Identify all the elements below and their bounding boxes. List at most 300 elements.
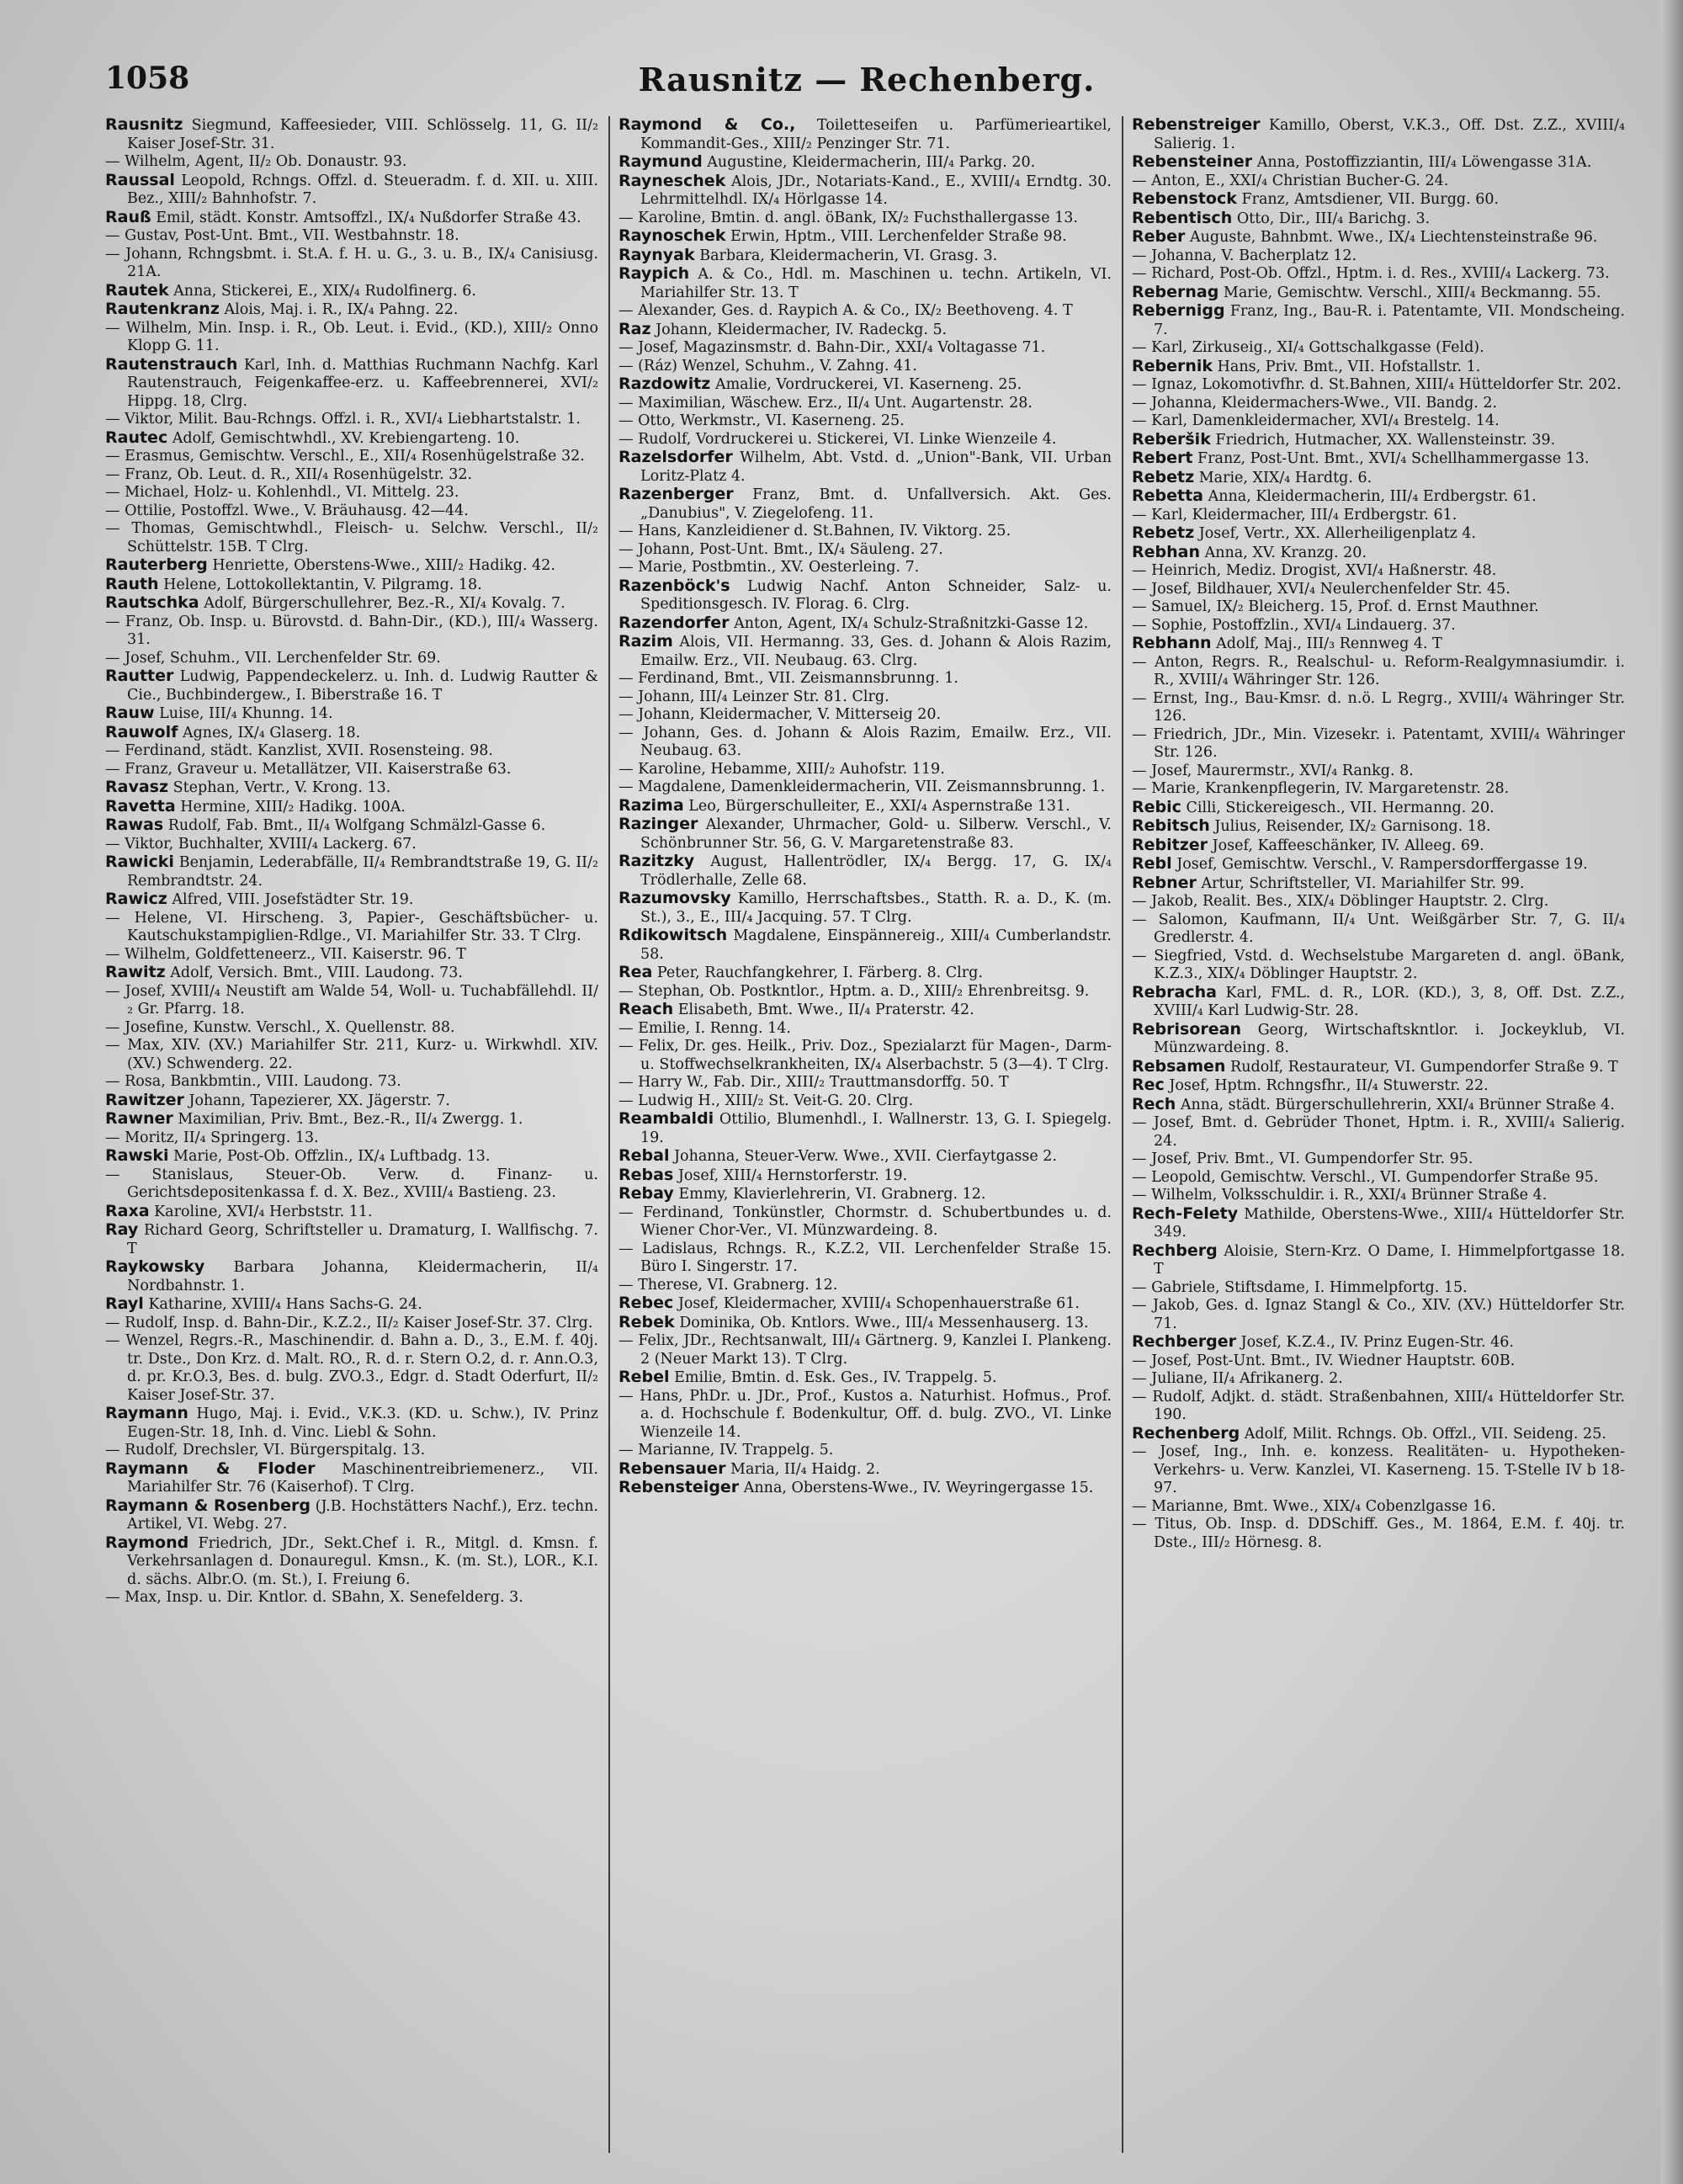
- entry-details: — Marianne, IV. Trappelg. 5.: [619, 1442, 834, 1459]
- directory-entry: [105, 983, 598, 1019]
- directory-entry: [105, 704, 598, 724]
- directory-entry: [619, 1332, 1112, 1368]
- directory-entry: [1132, 984, 1625, 1021]
- directory-entry: [105, 300, 598, 320]
- directory-entry: [1132, 948, 1625, 984]
- entry-details: — Maximilian, Wäschew. Erz., II/₄ Unt. Augartenstr. 28.: [619, 394, 1033, 412]
- directory-columns: [105, 116, 1628, 2153]
- entry-details: Anna, Oberstens-Wwe., IV. Weyringergasse 15.: [743, 1480, 1094, 1496]
- entry-surname: Rebentisch: [1132, 208, 1233, 227]
- directory-entry: [619, 1442, 1112, 1460]
- entry-details: Rudolf, Restaurateur, VI. Gumpendorfer Straße 9. T: [1230, 1058, 1618, 1076]
- directory-entry: [105, 761, 598, 779]
- directory-entry: [1132, 1169, 1625, 1188]
- directory-entry: [619, 778, 1112, 797]
- directory-entry: [619, 797, 1112, 816]
- entry-details: Anna, XV. Kranzg. 20.: [1204, 544, 1367, 561]
- entry-surname: Rautec: [105, 428, 168, 447]
- directory-entry: [619, 1185, 1112, 1204]
- entry-surname: Rauß: [105, 207, 151, 226]
- directory-entry: [619, 670, 1112, 688]
- directory-entry: [619, 523, 1112, 541]
- directory-entry: [1132, 1516, 1625, 1552]
- entry-surname: Rayneschek: [619, 171, 726, 190]
- entry-surname: Razendorfer: [619, 613, 730, 632]
- entry-details: Friedrich, JDr., Sekt.Chef i. R., Mitgl. d. Kmsn. f. Verkehrsanlagen d. Donauregul. Kmsn., K. (m. St.), LOR., K.I. d. sächs. Albr.O. (m. St.), I. Freiung 6.: [127, 1534, 598, 1588]
- directory-entry: [105, 576, 598, 595]
- entry-details: — Franz, Ob. Insp. u. Bürovstd. d. Bahn-Dir., (KD.), III/₄ Wasserg. 31.: [105, 613, 598, 648]
- entry-details: — Ladislaus, Rchngs. R., K.Z.2, VII. Lerchenfelder Straße 15. Büro I. Singerstr. 17.: [619, 1240, 1112, 1275]
- directory-entry: [105, 1092, 598, 1111]
- entry-details: — Rudolf, Vordruckerei u. Stickerei, VI. Linke Wienzeile 4.: [619, 430, 1057, 448]
- directory-entry: [619, 1092, 1112, 1111]
- directory-entry: [619, 688, 1112, 707]
- entry-surname: Raz: [619, 319, 651, 338]
- entry-details: Hugo, Maj. i. Evid., V.K.3. (KD. u. Schw.), IV. Prinz Eugen-Str. 18, Inh. d. Vinc. Liebl & Sohn.: [127, 1406, 598, 1441]
- directory-entry: [1132, 1096, 1625, 1115]
- entry-surname: Rayl: [105, 1294, 144, 1313]
- entry-details: — Viktor, Milit. Bau-Rchngs. Offzl. i. R., XVI/₄ Liebhartstalstr. 1.: [105, 411, 581, 428]
- entry-details: Emil, städt. Konstr. Amtsoffzl., IX/₄ Nußdorfer Straße 43.: [156, 209, 581, 226]
- page-number: 1058: [105, 61, 190, 96]
- entry-details: — Max, XIV. (XV.) Mariahilfer Str. 211, Kurz- u. Wirkwhdl. XIV. (XV.) Schwenderg. 22.: [105, 1037, 598, 1072]
- entry-details: — Siegfried, Vstd. d. Wechselstube Margareten d. angl. öBank, K.Z.3., XIX/₄ Döblinger Hauptstr. 2.: [1132, 947, 1625, 982]
- directory-entry: [105, 411, 598, 429]
- directory-entry: [1132, 1114, 1625, 1150]
- directory-entry: [1132, 1150, 1625, 1169]
- entry-details: Emmy, Klavierlehrerin, VI. Grabnerg. 12.: [678, 1186, 986, 1203]
- entry-surname: Reberšik: [1132, 429, 1211, 449]
- entry-details: — Gustav, Post-Unt. Bmt., VII. Westbahnstr. 18.: [105, 227, 459, 244]
- entry-surname: Ravasz: [105, 778, 169, 796]
- entry-details: — Karl, Kleidermacher, III/₄ Erdbergstr. 61.: [1132, 506, 1457, 523]
- directory-entry: [619, 577, 1112, 614]
- directory-entry: [105, 742, 598, 761]
- entry-details: — Franz, Ob. Leut. d. R., XII/₄ Rosenhügelstr. 32.: [105, 465, 473, 483]
- entry-details: — Hans, PhDr. u. JDr., Prof., Kustos a. Naturhist. Hofmus., Prof. a. d. Hochschule f. Bodenkultur, Off. d. bulg. ZVO., VI. Linke Wienzeile 14.: [619, 1387, 1112, 1441]
- directory-entry: [1132, 690, 1625, 726]
- directory-entry: [619, 761, 1112, 779]
- running-head: Rausnitz — Rechenberg.: [638, 61, 1096, 98]
- entry-details: Siegmund, Kaffeesieder, VIII. Schlösselg. 11, G. II/₂ Kaiser Josef-Str. 31.: [127, 117, 598, 152]
- entry-details: — Richard, Post-Ob. Offzl., Hptm. i. d. Res., XVIII/₄ Lackerg. 73.: [1132, 265, 1610, 282]
- entry-surname: Ravetta: [105, 796, 176, 816]
- directory-entry: [1132, 507, 1625, 525]
- directory-entry: [1132, 581, 1625, 599]
- directory-entry: [1132, 763, 1625, 781]
- entry-details: — Helene, VI. Hirscheng. 3, Papier-, Geschäftsbücher- u. Kautschukstampiglien-Rdlge., VI. Mariahilfer Str. 33. T Clrg.: [105, 909, 598, 944]
- directory-entry: [1132, 412, 1625, 431]
- entry-details: — Wenzel, Regrs.-R., Maschinendir. d. Bahn a. D., 3., E.M. f. 40j. tr. Dste., Don Krz. d. Malt. RO., R. d. r. Stern O.2, d. r. Ann.O.3, d. pr. Kr.O.3, Bes. d. bulg. ZVO.3., Edgr. d. Stadt Oderfurt, II/₂ Kaiser Josef-Str. 37.: [105, 1332, 598, 1404]
- directory-entry: [619, 486, 1112, 523]
- entry-details: Emilie, Bmtin. d. Esk. Ges., IV. Trappelg. 5.: [674, 1369, 997, 1386]
- entry-details: — Karl, Damenkleidermacher, XVI/₄ Brestelg. 14.: [1132, 412, 1500, 429]
- directory-entry: [1132, 284, 1625, 303]
- entry-details: Adolf, Bürgerschullehrer, Bez.-R., XI/₄ Kovalg. 7.: [204, 595, 565, 612]
- entry-details: — Ferdinand, städt. Kanzlist, XVII. Rosensteing. 98.: [105, 742, 493, 759]
- entry-details: Alois, JDr., Notariats-Kand., E., XVIII/₄ Erndtg. 30. Lehrmittelhdl. IX/₄ Hörlgasse 14.: [640, 173, 1112, 208]
- directory-entry: [619, 153, 1112, 173]
- directory-entry: [105, 1037, 598, 1073]
- entry-details: — Rosa, Bankbmtin., VIII. Laudong. 73.: [105, 1073, 401, 1090]
- directory-entry: [1132, 1205, 1625, 1242]
- entry-details: Dominika, Ob. Kntlors. Wwe., III/₄ Messenhauserg. 13.: [679, 1314, 1089, 1331]
- entry-surname: Rebec: [619, 1294, 674, 1312]
- directory-entry: [105, 556, 598, 576]
- directory-entry: [1132, 911, 1625, 948]
- entry-surname: Rebensteiger: [619, 1478, 740, 1496]
- directory-entry: [1132, 562, 1625, 581]
- entry-details: Maschinentreibriemenerz., VII. Mariahilfer Str. 76 (Kaiserhof). T Clrg.: [127, 1460, 598, 1496]
- directory-entry: [105, 836, 598, 854]
- entry-surname: Raxa: [105, 1201, 150, 1220]
- entry-surname: Rawner: [105, 1109, 173, 1128]
- directory-entry: [105, 1442, 598, 1460]
- entry-details: — Josef, Schuhm., VII. Lerchenfelder Str. 69.: [105, 649, 441, 667]
- entry-surname: Rea: [619, 963, 653, 981]
- entry-details: — Karoline, Hebamme, XIII/₂ Auhofstr. 119.: [619, 760, 945, 778]
- entry-surname: Rebert: [1132, 449, 1193, 467]
- directory-entry: [1132, 1076, 1625, 1096]
- directory-entry: [105, 429, 598, 449]
- entry-details: Johann, Kleidermacher, IV. Radeckg. 5.: [656, 321, 948, 338]
- entry-details: — Salomon, Kaufmann, II/₄ Unt. Weißgärber Str. 7, G. II/₄ Gredlerstr. 4.: [1132, 911, 1625, 946]
- directory-entry: [619, 395, 1112, 413]
- entry-details: — Heinrich, Mediz. Drogist, XVI/₄ Haßnerstr. 48.: [1132, 562, 1497, 579]
- directory-entry: [105, 778, 598, 798]
- entry-details: Julius, Reisender, IX/₂ Garnisong. 18.: [1214, 818, 1491, 835]
- entry-details: — Wilhelm, Min. Insp. i. R., Ob. Leut. i. Evid., (KD.), XIII/₂ Onno Klopp G. 11.: [105, 319, 598, 354]
- entry-details: Artur, Schriftsteller, VI. Mariahilfer Str. 99.: [1201, 874, 1525, 892]
- directory-entry: [1132, 210, 1625, 229]
- entry-details: Marie, Gemischtw. Verschl., XIII/₄ Beckmanng. 55.: [1223, 284, 1601, 301]
- entry-details: Barbara Johanna, Kleidermacherin, II/₄ Nordbahnstr. 1.: [127, 1259, 598, 1294]
- directory-entry: [1132, 1352, 1625, 1371]
- entry-surname: Rech: [1132, 1094, 1176, 1113]
- entry-details: Adolf, Gemischtwhdl., XV. Krebiengarteng. 10.: [172, 429, 520, 447]
- entry-surname: Rebensteiner: [1132, 152, 1253, 171]
- directory-entry: [619, 1314, 1112, 1333]
- entry-details: — Harry W., Fab. Dir., XIII/₂ Trauttmansdorffg. 50. T: [619, 1074, 1009, 1091]
- directory-entry: [1132, 358, 1625, 377]
- directory-entry: [105, 650, 598, 668]
- entry-details: — Therese, VI. Grabnerg. 12.: [619, 1276, 838, 1294]
- entry-details: Anna, städt. Bürgerschullehrerin, XXI/₄ Brünner Straße 4.: [1180, 1096, 1615, 1113]
- entry-surname: Rechberger: [1132, 1332, 1237, 1351]
- entry-surname: Razdowitz: [619, 375, 711, 393]
- directory-entry: [105, 356, 598, 412]
- directory-entry: [1132, 1370, 1625, 1389]
- entry-details: Friedrich, Hutmacher, XX. Wallensteinstr. 39.: [1215, 431, 1556, 449]
- entry-details: Johann, Tapezierer, XX. Jägerstr. 7.: [188, 1092, 450, 1109]
- directory-entry: [1132, 617, 1625, 635]
- entry-details: Toiletteseifen u. Parfümerieartikel, Kommandit-Ges., XIII/₂ Penzinger Str. 71.: [640, 117, 1112, 152]
- directory-entry: [619, 559, 1112, 577]
- directory-entry: [619, 1038, 1112, 1074]
- directory-entry: [1132, 431, 1625, 450]
- entry-details: — Leopold, Gemischtw. Verschl., VI. Gumpendorfer Straße 95.: [1132, 1168, 1599, 1186]
- entry-details: Johanna, Steuer-Verw. Wwe., XVII. Cierfaytgasse 2.: [674, 1148, 1057, 1165]
- entry-surname: Rebal: [619, 1146, 670, 1165]
- entry-surname: Raymund: [619, 152, 703, 171]
- entry-details: Alexander, Uhrmacher, Gold- u. Silberw. Verschl., V. Schönbrunner Str. 56, G. V. Margaretenstraße 83.: [640, 816, 1112, 852]
- entry-surname: Rebracha: [1132, 982, 1217, 1002]
- entry-details: A. & Co., Hdl. m. Maschinen u. techn. Artikeln, VI. Mariahilfer Str. 13. T: [640, 266, 1112, 301]
- directory-entry: [105, 282, 598, 301]
- entry-surname: Rech-Felety: [1132, 1204, 1239, 1223]
- entry-details: Josef, Vertr., XX. Allerheiligenplatz 4.: [1198, 525, 1477, 542]
- directory-entry: [1132, 1058, 1625, 1077]
- entry-surname: Raynoschek: [619, 226, 726, 245]
- entry-details: Anna, Stickerei, E., XIX/₄ Rudolfinerg. 6.: [173, 282, 476, 300]
- entry-details: Kamillo, Oberst, V.K.3., Off. Dst. Z.Z., XVIII/₄ Salierig. 1.: [1154, 117, 1625, 152]
- entry-details: — Alexander, Ges. d. Raypich A. & Co., IX/₂ Beethoveng. 4. T: [619, 302, 1073, 319]
- entry-details: — Johanna, V. Bacherplatz 12.: [1132, 247, 1357, 264]
- entry-details: Ottilio, Blumenhdl., I. Wallnerstr. 13, G. I. Spiegelg. 19.: [640, 1111, 1112, 1146]
- entry-details: Aloisie, Stern-Krz. O Dame, I. Himmelpfortgasse 18. T: [1154, 1242, 1625, 1278]
- entry-surname: Rebhann: [1132, 634, 1212, 652]
- directory-entry: [1132, 799, 1625, 818]
- directory-entry: [105, 320, 598, 356]
- directory-entry: [105, 890, 598, 910]
- directory-entry: [105, 484, 598, 502]
- column-3: [1132, 116, 1625, 2153]
- directory-entry: [1132, 1242, 1625, 1279]
- directory-entry: [105, 1166, 598, 1203]
- entry-details: — Erasmus, Gemischtw. Verschl., E., XII/₄ Rosenhügelstraße 32.: [105, 448, 585, 465]
- entry-details: — Ferdinand, Tonkünstler, Chormstr. d. Schubertbundes u. d. Wiener Chor-Ver., VI. Münzwardeing. 8.: [619, 1204, 1112, 1239]
- entry-details: Helene, Lottokollektantin, V. Pilgramg. 18.: [163, 576, 482, 593]
- directory-entry: [1132, 469, 1625, 488]
- entry-details: — Michael, Holz- u. Kohlenhdl., VI. Mittelg. 23.: [105, 484, 459, 501]
- directory-entry: [105, 614, 598, 650]
- entry-details: — Franz, Graveur u. Metallätzer, VII. Kaiserstraße 63.: [105, 760, 512, 778]
- directory-entry: [619, 1460, 1112, 1480]
- directory-entry: [105, 1315, 598, 1333]
- entry-details: Mathilde, Oberstens-Wwe., XIII/₄ Hütteldorfer Str. 349.: [1154, 1205, 1625, 1241]
- directory-entry: [1132, 302, 1625, 339]
- entry-details: Alois, Maj. i. R., IX/₄ Pahng. 22.: [224, 301, 459, 318]
- directory-entry: [619, 1294, 1112, 1314]
- directory-entry: [105, 1534, 598, 1590]
- entry-details: — Josef, Bildhauer, XVI/₄ Neulerchenfelder Str. 45.: [1132, 580, 1510, 598]
- entry-details: — Stanislaus, Steuer-Ob. Verw. d. Finanz- u. Gerichtsdepositenkassa f. d. X. Bez., XVIII/₄ Bastieng. 23.: [105, 1166, 598, 1201]
- directory-entry: [619, 927, 1112, 964]
- entry-surname: Rebitsch: [1132, 816, 1210, 835]
- directory-entry: [105, 153, 598, 172]
- entry-surname: Raymond & Co.,: [619, 116, 796, 134]
- entry-surname: Rebrisorean: [1132, 1019, 1241, 1039]
- entry-details: Rudolf, Fab. Bmt., II/₄ Wolfgang Schmälzl-Gasse 6.: [167, 817, 546, 834]
- entry-surname: Reach: [619, 1000, 674, 1018]
- entry-details: Auguste, Bahnbmt. Wwe., IX/₄ Liechtensteinstraße 96.: [1189, 229, 1598, 246]
- entry-details: Maria, II/₄ Haidg. 2.: [730, 1460, 880, 1478]
- entry-surname: Rautter: [105, 667, 174, 685]
- entry-details: Josef, XIII/₄ Hernstorferstr. 19.: [677, 1166, 908, 1184]
- entry-surname: Raymann: [105, 1404, 188, 1422]
- directory-entry: [1132, 395, 1625, 413]
- directory-entry: [105, 1295, 598, 1315]
- entry-details: Marie, Post-Ob. Offzlin., IX/₄ Luftbadg. 13.: [173, 1148, 491, 1165]
- directory-entry: [1132, 376, 1625, 395]
- entry-details: Adolf, Milit. Rchngs. Ob. Offzl., VII. Seideng. 25.: [1244, 1425, 1606, 1443]
- entry-surname: Razima: [619, 795, 684, 815]
- directory-entry: [619, 1074, 1112, 1092]
- entry-details: — Johann, Post-Unt. Bmt., IX/₄ Säuleng. 27.: [619, 540, 943, 558]
- directory-entry: [619, 321, 1112, 340]
- directory-entry: [619, 1001, 1112, 1020]
- entry-details: — Titus, Ob. Insp. d. DDSchiff. Ges., M. 1864, E.M. f. 40j. tr. Dste., III/₂ Hörnesg. 8.: [1132, 1516, 1625, 1551]
- directory-entry: [619, 1147, 1112, 1166]
- entry-details: Josef, Hptm. Rchngsfhr., II/₄ Stuwerstr. 22.: [1169, 1077, 1489, 1094]
- entry-surname: Razenberger: [619, 485, 734, 503]
- entry-surname: Rebernik: [1132, 356, 1213, 375]
- directory-entry: [105, 1110, 598, 1129]
- entry-details: — Anton, E., XXI/₄ Christian Bucher-G. 24.: [1132, 172, 1449, 189]
- directory-entry: [1132, 265, 1625, 284]
- entry-details: Josef, Kaffeeschänker, IV. Alleeg. 69.: [1212, 837, 1484, 854]
- entry-details: — Josefine, Kunstw. Verschl., X. Quellenstr. 88.: [105, 1018, 455, 1036]
- directory-entry: [105, 502, 598, 521]
- entry-surname: Rauth: [105, 574, 159, 593]
- entry-details: — Sophie, Postoffzlin., XVI/₄ Lindauerg. 37.: [1132, 616, 1456, 634]
- directory-entry: [105, 1589, 598, 1607]
- directory-entry: [1132, 524, 1625, 544]
- directory-entry: [619, 358, 1112, 376]
- entry-surname: Rechenberg: [1132, 1423, 1240, 1443]
- entry-details: Anna, Kleidermacherin, III/₄ Erdbergstr. 61.: [1208, 488, 1537, 505]
- directory-entry: [619, 1241, 1112, 1277]
- directory-entry: [1132, 1389, 1625, 1425]
- entry-details: — Ludwig H., XIII/₂ St. Veit-G. 20. Clrg.: [619, 1092, 914, 1109]
- entry-surname: Rebernigg: [1132, 301, 1225, 320]
- entry-details: — (Ráz) Wenzel, Schuhm., V. Zahng. 41.: [619, 357, 917, 375]
- entry-details: August, Hallentrödler, IX/₄ Bergg. 17, G. IX/₄ Trödlerhalle, Zelle 68.: [640, 853, 1112, 889]
- entry-surname: Rawski: [105, 1146, 169, 1165]
- directory-entry: [619, 412, 1112, 431]
- entry-surname: Reambaldi: [619, 1109, 714, 1128]
- entry-details: Barbara, Kleidermacherin, VI. Grasg. 3.: [699, 247, 998, 264]
- entry-details: — Rudolf, Adjkt. d. städt. Straßenbahnen, XIII/₄ Hütteldorfer Str. 190.: [1132, 1388, 1625, 1423]
- entry-details: Alois, VII. Hermanng. 33, Ges. d. Johann & Alois Razim, Emailw. Erz., VII. Neubaug. 63. Clrg.: [640, 634, 1112, 669]
- entry-details: — Samuel, IX/₂ Bleicherg. 15, Prof. d. Ernst Mauthner.: [1132, 598, 1539, 615]
- entry-surname: Raymann & Floder: [105, 1459, 316, 1478]
- entry-surname: Rebas: [619, 1165, 674, 1184]
- directory-entry: [619, 431, 1112, 449]
- directory-entry: [105, 1019, 598, 1038]
- directory-entry: [105, 116, 598, 153]
- directory-entry: [619, 614, 1112, 634]
- directory-entry: [619, 890, 1112, 927]
- entry-details: Georg, Wirtschaftskntlor. i. Jockeyklub, VI. Münzwardeing. 8.: [1154, 1021, 1625, 1056]
- directory-entry: [619, 1110, 1112, 1147]
- directory-entry: [1132, 874, 1625, 894]
- directory-entry: [1132, 228, 1625, 247]
- directory-entry: [1132, 855, 1625, 874]
- entry-details: Stephan, Vertr., V. Krong. 13.: [173, 779, 391, 796]
- directory-entry: [619, 173, 1112, 210]
- entry-details: — Viktor, Buchhalter, XVIII/₄ Lackerg. 67.: [105, 835, 417, 853]
- entry-details: — Thomas, Gemischtwhdl., Fleisch- u. Selchw. Verschl., II/₂ Schüttelstr. 15B. T Clrg.: [105, 520, 598, 555]
- entry-details: — Wilhelm, Agent, II/₂ Ob. Donaustr. 93.: [105, 153, 407, 170]
- entry-surname: Rebl: [1132, 854, 1172, 873]
- directory-entry: [619, 725, 1112, 761]
- entry-surname: Raypich: [619, 264, 690, 283]
- directory-entry: [619, 1479, 1112, 1498]
- directory-entry: [619, 247, 1112, 266]
- entry-details: — Juliane, II/₄ Afrikanerg. 2.: [1132, 1370, 1343, 1387]
- entry-details: — Johann, Kleidermacher, V. Mitterseig 20.: [619, 706, 942, 723]
- entry-surname: Rechberg: [1132, 1241, 1218, 1260]
- directory-entry: [105, 1332, 598, 1405]
- entry-surname: Rebetz: [1132, 467, 1195, 486]
- entry-details: Hans, Priv. Bmt., VII. Hofstallstr. 1.: [1217, 358, 1481, 375]
- entry-details: Franz, Post-Unt. Bmt., XVI/₄ Schellhammergasse 13.: [1197, 450, 1590, 467]
- entry-details: Josef, K.Z.4., IV. Prinz Eugen-Str. 46.: [1240, 1334, 1514, 1351]
- entry-details: — Jakob, Ges. d. Ignaz Stangl & Co., XIV. (XV.) Hütteldorfer Str. 71.: [1132, 1297, 1625, 1332]
- directory-entry: [619, 210, 1112, 228]
- directory-entry: [619, 339, 1112, 358]
- directory-entry: [619, 706, 1112, 725]
- entry-details: Adolf, Maj., III/₃ Rennweg 4. T: [1216, 635, 1442, 652]
- entry-details: — Josef, Ing., Inh. e. konzess. Realitäten- u. Hypotheken-Verkehrs- u. Verw. Kanzlei, VI. Kaserneng. 15. T-Stelle IV b 18-97.: [1132, 1443, 1625, 1496]
- entry-surname: Rebernag: [1132, 282, 1219, 301]
- directory-entry: [619, 1368, 1112, 1388]
- entry-surname: Rebsamen: [1132, 1056, 1226, 1076]
- entry-details: — Josef, Maurermstr., XVI/₄ Rankg. 8.: [1132, 762, 1414, 779]
- directory-entry: [1132, 1021, 1625, 1058]
- directory-entry: [1132, 598, 1625, 617]
- entry-surname: Rawicz: [105, 890, 167, 908]
- directory-entry: [1132, 817, 1625, 837]
- entry-details: — Karl, Zirkuseig., XI/₄ Gottschalkgasse (Feld).: [1132, 339, 1484, 356]
- column-2: [619, 116, 1112, 2153]
- directory-entry: [619, 227, 1112, 247]
- column-divider: [608, 116, 610, 2153]
- entry-details: Leopold, Rchngs. Offzl. d. Steueradm. f. d. XII. u. XIII. Bez., XIII/₂ Bahnhofstr. 7.: [127, 172, 598, 207]
- directory-entry: [105, 1497, 598, 1534]
- entry-surname: Rec: [1132, 1076, 1165, 1094]
- directory-entry: [1132, 247, 1625, 266]
- entry-surname: Raymond: [105, 1533, 189, 1552]
- entry-details: Anton, Agent, IX/₄ Schulz-Straßnitzki-Gasse 12.: [734, 614, 1089, 632]
- entry-details: Josef, Gemischtw. Verschl., V. Rampersdorffergasse 19.: [1176, 856, 1588, 873]
- directory-entry: [105, 1460, 598, 1497]
- entry-details: Maximilian, Priv. Bmt., Bez.-R., II/₄ Zwergg. 1.: [178, 1111, 523, 1128]
- entry-surname: Rebenstreiger: [1132, 116, 1261, 134]
- entry-details: — Josef, XVIII/₄ Neustift am Walde 54, Woll- u. Tuchabfällehdl. II/₂ Gr. Pfarrg. 18.: [105, 982, 598, 1018]
- entry-details: Henriette, Oberstens-Wwe., XIII/₂ Hadikg. 42.: [212, 557, 555, 574]
- entry-surname: Rebic: [1132, 797, 1181, 816]
- directory-entry: [1132, 153, 1625, 173]
- entry-details: — Moritz, II/₄ Springerg. 13.: [105, 1129, 319, 1146]
- directory-entry: [1132, 1279, 1625, 1298]
- directory-entry: [105, 1147, 598, 1166]
- directory-entry: [619, 1166, 1112, 1186]
- entry-surname: Rebetta: [1132, 486, 1203, 505]
- directory-entry: [1132, 726, 1625, 763]
- entry-details: Hermine, XIII/₂ Hadikg. 100A.: [180, 798, 406, 816]
- entry-surname: Rauterberg: [105, 555, 208, 574]
- entry-surname: Rautenkranz: [105, 300, 220, 318]
- entry-surname: Rautschka: [105, 593, 199, 612]
- entry-details: — Marie, Postbmtin., XV. Oesterleing. 7.: [619, 559, 920, 576]
- entry-surname: Rebetz: [1132, 523, 1195, 542]
- entry-details: — Johann, III/₄ Leinzer Str. 81. Clrg.: [619, 688, 889, 705]
- directory-entry: [105, 227, 598, 246]
- entry-surname: Razim: [619, 632, 673, 651]
- entry-details: — Josef, Post-Unt. Bmt., IV. Wiedner Hauptstr. 60B.: [1132, 1352, 1516, 1369]
